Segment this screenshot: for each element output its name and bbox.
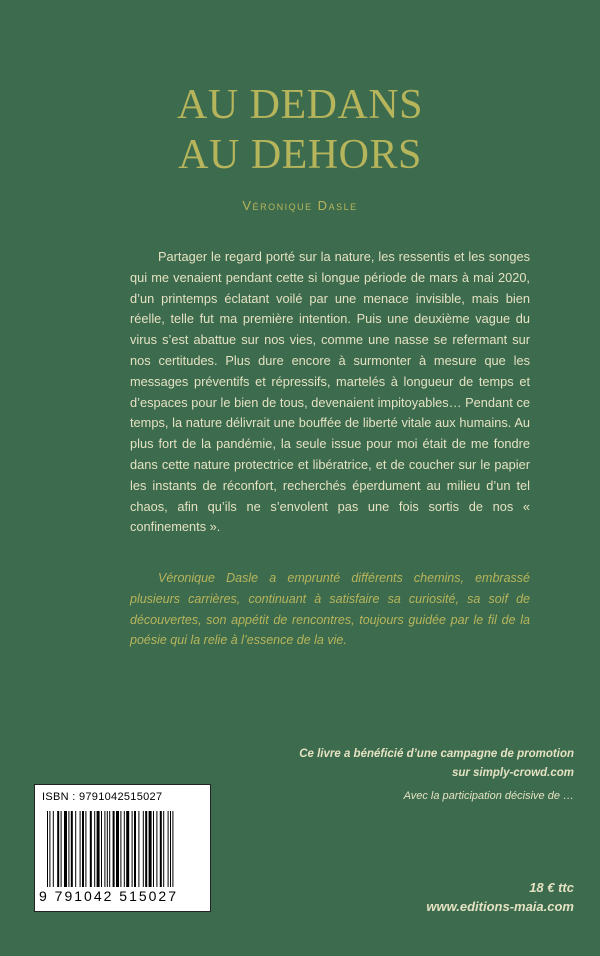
book-title-line-1: AU DEDANS (177, 82, 423, 128)
promotion-line-2: sur simply-crowd.com (451, 767, 574, 779)
publisher-website[interactable]: www.editions-maia.com (426, 899, 574, 914)
author-name: Véronique Dasle (242, 198, 358, 213)
book-title-line-2: AU DEHORS (178, 132, 422, 178)
partner-notice: Avec la participation décisive de … (403, 790, 574, 802)
isbn-barcode (34, 784, 211, 912)
book-blurb: Partager le regard porté sur la nature, les ressentis et les songes qui me venaient pendant cette si longue période de mars à mai 2020, d’un printemps éclatant voilé par une menace invisible, mais bien réelle, telle fut ma première intention. Puis une deuxième vague du virus s’est abattue sur nos vies, comme une nasse se refermant sur nos certitudes. Plus dure encore à surmonter à mesure que les messages préventifs et répressifs, martelés à longueur de temps et d’espaces pour le bien de tous, devenaient impitoyables… Pendant ce temps, la nature délivrait une bouffée de liberté vitale aux humains. Au plus fort de la pandémie, la seule issue pour moi était de me fondre dans cette nature protectrice et libératrice, et de coucher sur le papier les instants de réconfort, recherchés éperdument au milieu d’un tel chaos, afin qu’ils ne s’envolent pas une fois sortis de nos « confinements ». (130, 249, 530, 535)
isbn-label: ISBN : 9791042515027 (42, 791, 163, 803)
barcode-icon (47, 811, 199, 887)
price: 18 € ttc (529, 880, 574, 895)
author-bio: Véronique Dasle a emprunté différents chemins, embrassé plusieurs carrières, continuant à satisfaire sa curiosité, sa soif de découvertes, son appétit de rencontres, toujours guidée par le fil de la poésie qui la relie à l’essence de la vie. (130, 571, 530, 648)
barcode-digits: 9 791042 515027 (39, 888, 178, 904)
promotion-notice (214, 745, 574, 783)
promotion-line-1: Ce livre a bénéficié d’une campagne de promotion (299, 748, 574, 760)
